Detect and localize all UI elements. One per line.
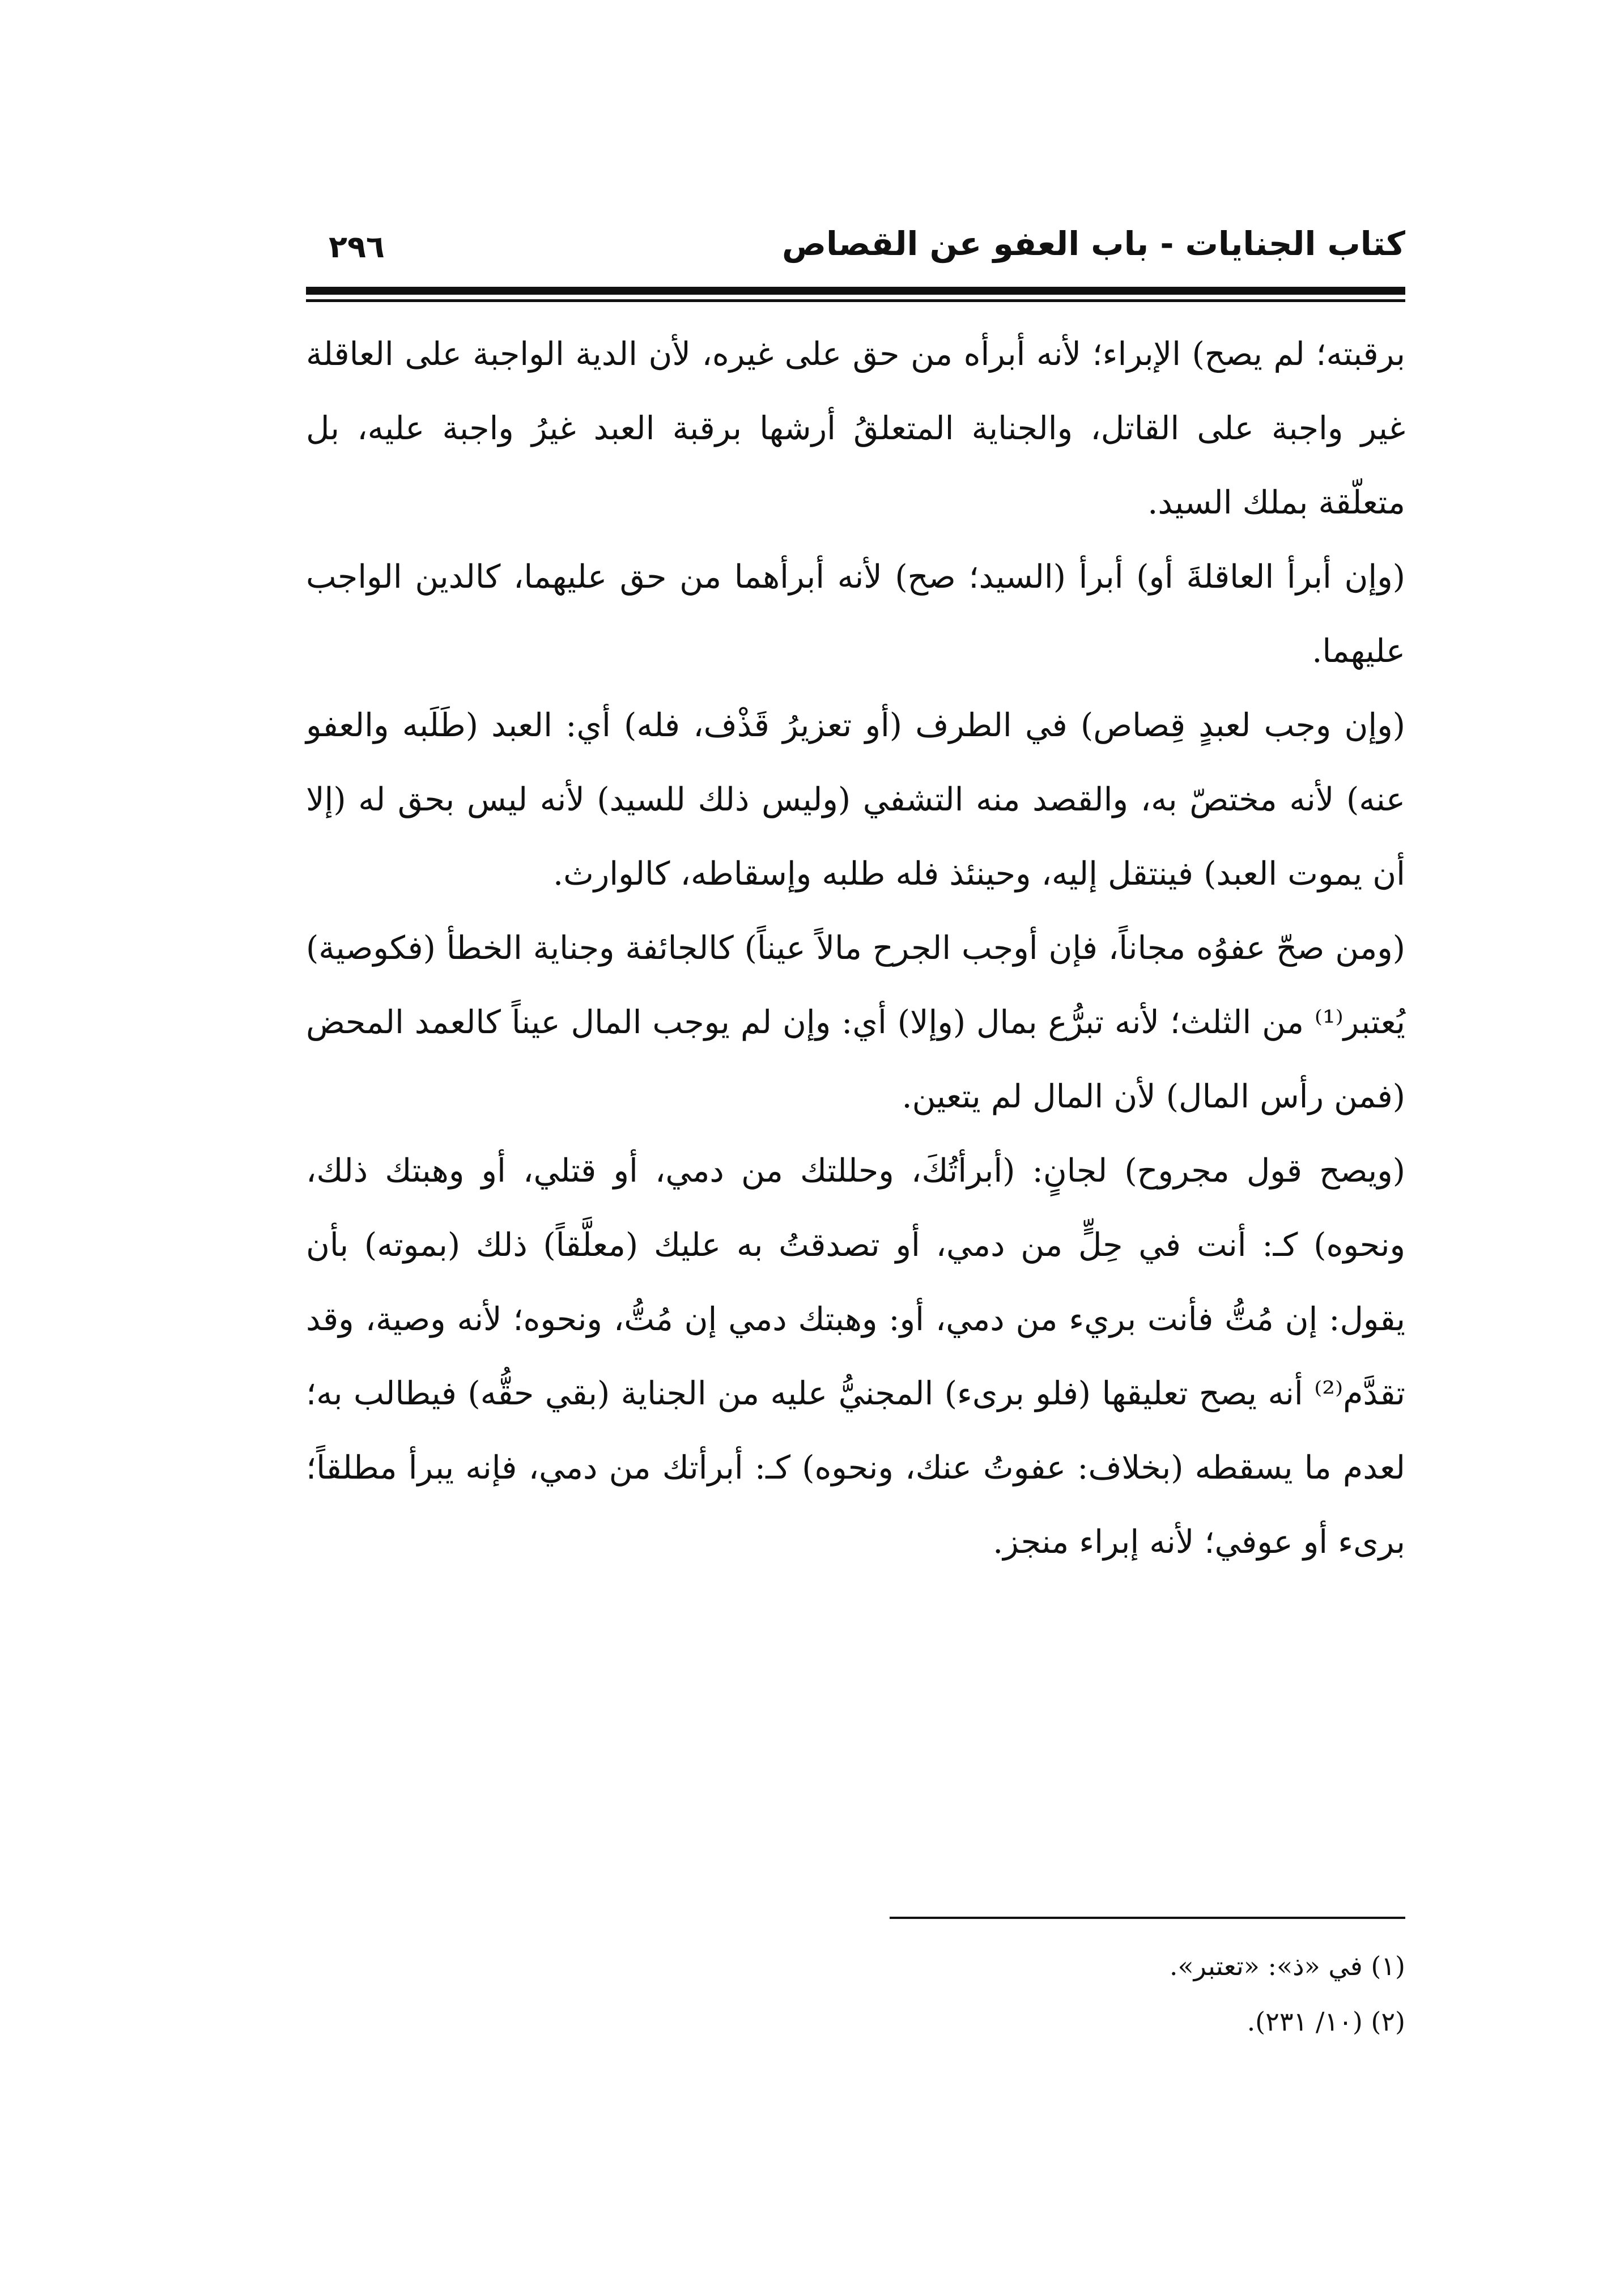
footnote-2: (٢) (١٠/ ٢٣١). [1247, 2006, 1405, 2037]
body-text [306, 317, 1405, 1876]
page-number: ٢٩٦ [329, 229, 385, 265]
paragraph-3: (وإن وجب لعبدٍ قِصاص) في الطرف (أو تعزيرُ قَذْف، فله) أي: العبد (طَلَبه والعفو عنه) لأنه مختصّ به، والقصد منه التشفي (وليس ذلك للسيد) لأنه ليس بحق له (إلا أن يموت العبد) فينتقل إليه، وحينئذ فله طلبه وإسقاطه، كالوارث. [306, 707, 1405, 893]
footnote-1: (١) في «ذ»: «تعتبر». [1169, 1951, 1405, 1981]
paragraph-5: (ويصح قول مجروح) لجانٍ: (أبرأتُكَ، وحللتك من دمي، أو قتلي، أو وهبتك ذلك، ونحوه) كـ: أنت في حِلٍّ من دمي، أو تصدقتُ به عليك (معلَّقاً) ذلك (بموته) بأن يقول: إن مُتُّ فأنت بريء من دمي، أو: وهبتك دمي إن مُتُّ، ونحوه؛ لأنه وصية، وقد تقدَّم⁽²⁾ أنه يصح تعليقها (فلو برىء) المجنيُّ عليه من الجناية (بقي حقُّه) فيطالب به؛ لعدم ما يسقطه (بخلاف: عفوتُ عنك، ونحوه) كـ: أبرأتك من دمي، فإنه يبرأ مطلقاً؛ برىء أو عوفي؛ لأنه إبراء منجز. [306, 1152, 1405, 1561]
header-rule-thin [306, 299, 1405, 302]
running-title: كتاب الجنايات - باب العفو عن القصاص [782, 224, 1405, 263]
paragraph-4: (ومن صحّ عفوُه مجاناً، فإن أوجب الجرح مالاً عيناً) كالجائفة وجناية الخطأ (فكوصية) يُعتبر⁽¹⁾ من الثلث؛ لأنه تبرُّع بمال (وإلا) أي: وإن لم يوجب المال عيناً كالعمد المحض (فمن رأس المال) لأن المال لم يتعين. [306, 929, 1405, 1115]
paragraph-1: برقبته؛ لم يصح) الإبراء؛ لأنه أبرأه من حق على غيره، لأن الدية الواجبة على العاقلة غير واجبة على القاتل، والجناية المتعلقُ أرشها برقبة العبد غيرُ واجبة عليه، بل متعلّقة بملك السيد. [306, 336, 1405, 521]
paragraph-2: (وإن أبرأ العاقلةَ أو) أبرأ (السيد؛ صح) لأنه أبرأهما من حق عليهما، كالدين الواجب عليهما. [306, 558, 1405, 670]
footnote-separator [890, 1917, 1405, 1919]
header-rule-thick [306, 287, 1405, 295]
footnotes [680, 1938, 1405, 2049]
page-header [306, 215, 1405, 278]
